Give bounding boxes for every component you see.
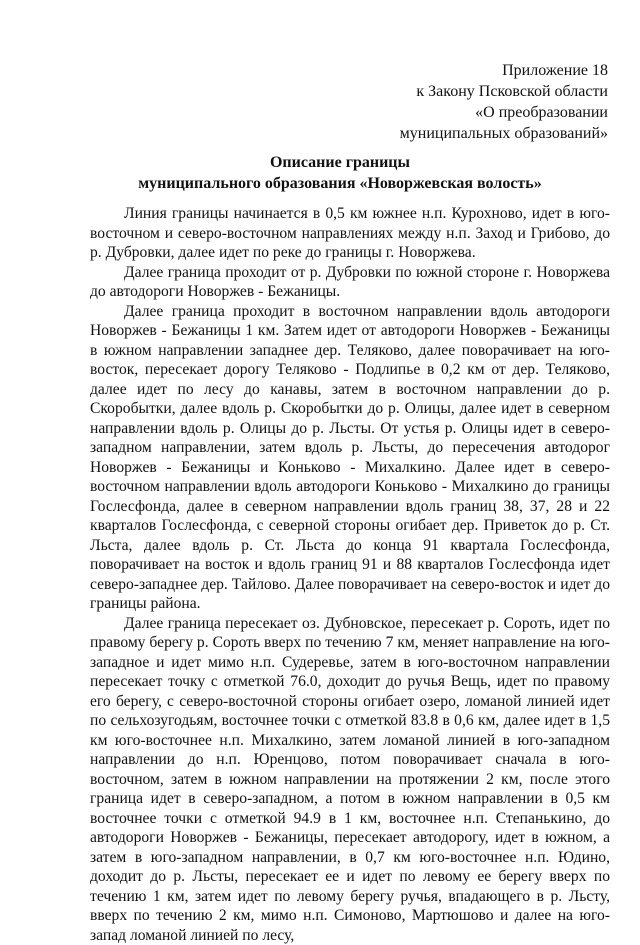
paragraph: Линия границы начинается в 0,5 км южнее н.п. Курохново, идет в юго-восточном и северо-восточном направлениях между н.п. Заход и Грибово, до р. Дубровки, далее идет по реке до границы г. Новоржева. — [90, 204, 610, 263]
appendix-line-3: «О преобразовании — [278, 102, 608, 123]
document-body — [90, 204, 610, 945]
paragraph: Далее граница проходит от р. Дубровки по южной стороне г. Новоржева до автодороги Новоржев - Бежаницы. — [90, 263, 610, 302]
document-title — [40, 152, 640, 194]
title-line-1: Описание границы — [40, 152, 640, 173]
appendix-line-2: к Закону Псковской области — [278, 81, 608, 102]
appendix-line-1: Приложение 18 — [278, 60, 608, 81]
appendix-line-4: муниципальных образований» — [278, 123, 608, 144]
title-line-2: муниципального образования «Новоржевская волость» — [40, 173, 640, 194]
paragraph: Далее граница пересекает оз. Дубновское, пересекает р. Сороть, идет по правому берегу р. Сороть вверх по течению 7 км, меняет направление на юго-западное и идет мимо н.п. Судеревье, затем в юго-восточном направлении пересекает точку с отметкой 76.0, доходит до ручья Вещь, идет по правому его берегу, с северо-восточной стороны огибает озеро, ломаной линией идет по сельхозугодьям, восточнее точки с отметкой 83.8 в 0,6 км, далее идет в 1,5 км юго-восточнее н.п. Михалкино, затем ломаной линией в юго-западном направлении до н.п. Юренцово, потом поворачивает сначала в юго-восточном, затем в южном направлении на протяжении 2 км, после этого граница идет в северо-западном, а потом в южном направлении в 0,5 км восточнее точки с отметкой 94.9 в 1 км, восточнее н.п. Степанькино, до автодороги Новоржев - Бежаницы, пересекает автодорогу, идет в южном, а затем в юго-западном направлении, в 0,7 км юго-восточнее н.п. Юдино, доходит до р. Льсты, пересекает ее и идет по левому ее берегу вверх по течению 1 км, затем идет по левому берегу ручья, впадающего в р. Льсту, вверх по течению 2 км, мимо н.п. Симоново, Мартюшово и далее на юго-запад ломаной линией по лесу, — [90, 614, 610, 945]
paragraph: Далее граница проходит в восточном направлении вдоль автодороги Новоржев - Бежаницы 1 км. Затем идет от автодороги Новоржев - Бежаницы в южном направлении западнее дер. Теляково, далее поворачивает на юго-восток, пересекает дорогу Теляково - Подлипье в 0,2 км от дер. Теляково, далее идет по лесу до канавы, затем в восточном направлении до р. Скоробытки, далее вдоль р. Скоробытки до р. Олицы, далее идет в северном направлении вдоль р. Олицы до р. Льсты. От устья р. Олицы идет в северо-западном направлении, затем вдоль р. Льсты, до пересечения автодорог Новоржев - Бежаницы и Коньково - Михалкино. Далее идет в северо-восточном направлении вдоль автодороги Коньково - Михалкино до границы Гослесфонда, далее в северном направлении вдоль границ 38, 37, 28 и 22 кварталов Гослесфонда, с северной стороны огибает дер. Приветок до р. Ст. Льста, далее вдоль р. Ст. Льста до конца 91 квартала Гослесфонда, поворачивает на восток и вдоль границ 91 и 88 кварталов Гослесфонда идет северо-западнее дер. Тайлово. Далее поворачивает на северо-восток и идет до границы района. — [90, 302, 610, 614]
appendix-header — [278, 60, 608, 144]
